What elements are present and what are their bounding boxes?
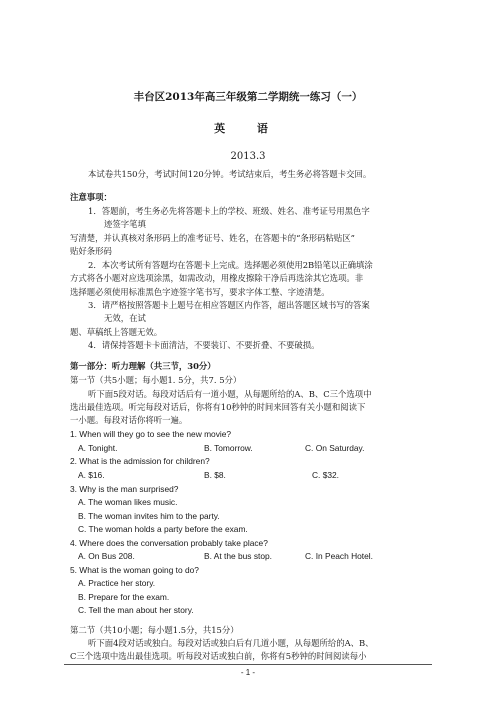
section1-heading: 第一节（共5小题；每小题1. 5分，共7. 5分） xyxy=(70,375,242,385)
option-a: A. $16. xyxy=(78,470,105,480)
section2-instruction: 听下面4段对话或独白。每段对话或独白后有几道小题，从每题所给的A、B、 xyxy=(88,638,374,648)
option-b: B. At the bus stop. xyxy=(204,551,272,561)
notice-line: 4．请保持答题卡卡面清洁，不要装订、不要折叠、不要破损。 xyxy=(88,340,320,350)
option-c: C. On Saturday. xyxy=(305,443,365,453)
option-c: C. In Peach Hotel. xyxy=(305,551,373,561)
question-text: 2. What is the admission for children? xyxy=(70,456,210,466)
notice-line: 3．请严格按照答题卡上题号在相应答题区内作答，超出答题区域书写的答案 xyxy=(88,300,370,310)
section2-heading: 第二节（共10小题；每小题1.5分，共15分） xyxy=(70,625,239,635)
question-text: 1. When will they go to see the new movie? xyxy=(70,429,232,439)
page-number: - 1 - xyxy=(240,668,256,677)
option-c: C. Tell the man about her story. xyxy=(78,605,194,615)
exam-date: 2013.3 xyxy=(230,151,266,162)
footer-divider xyxy=(64,664,432,665)
option-c: C. The woman holds a party before the exam. xyxy=(78,524,248,534)
option-b: B. $8. xyxy=(204,470,226,480)
notice-line: 2．本次考试所有答题均在答题卡上完成。选择题必须使用2B铅笔以正确填涂 xyxy=(88,260,373,270)
section1-instruction: 一小题。每段对话你将听一遍。 xyxy=(70,415,188,425)
question-text: 3. Why is the man surprised? xyxy=(70,484,179,494)
option-a: A. Practice her story. xyxy=(78,578,156,588)
section1-instruction: 听下面5段对话。每段对话后有一道小题，从每题所给的A、B、C三个选项中 xyxy=(88,389,372,399)
subject-title: 英 语 xyxy=(214,122,282,135)
document-title: 丰台区2013年高三年级第二学期统一练习（一） xyxy=(133,91,363,103)
question-text: 4. Where does the conversation probably take place? xyxy=(70,538,268,548)
option-c: C. $32. xyxy=(312,470,340,480)
notice-line: 选择题必须使用标准黑色字迹签字笔书写，要求字体工整、字迹清楚。 xyxy=(70,287,330,297)
option-b: B. Prepare for the exam. xyxy=(78,592,170,602)
option-a: A. Tonight. xyxy=(78,443,118,453)
section1-instruction: 选出最佳选项。听完每段对话后，你将有10秒钟的时间来回答有关小题和阅读下 xyxy=(70,402,366,412)
part1-heading: 第一部分：听力理解（共三节，30分） xyxy=(70,361,216,371)
notice-line: 贴好条形码 xyxy=(70,246,112,256)
notice-line: 方式将各小题对应选项涂黑，如需改动，用橡皮擦除干净后再选涂其它选项。非 xyxy=(70,273,364,283)
option-b: B. The woman invites him to the party. xyxy=(78,511,220,521)
notice-heading: 注意事项： xyxy=(70,192,112,202)
notice-line: 无效，在试 xyxy=(104,313,146,323)
option-a: A. The woman likes music. xyxy=(78,497,178,507)
notice-line: 写清楚，并认真核对条形码上的准考证号、姓名，在答题卡的“条形码粘贴区” xyxy=(70,233,355,243)
section2-instruction: C三个选项中选出最佳选项。听每段对话或独白前，你将有5秒钟的时间阅读每小 xyxy=(70,651,367,661)
option-a: A. On Bus 208. xyxy=(78,551,135,561)
question-text: 5. What is the woman going to do? xyxy=(70,565,199,575)
notice-line: 题、草稿纸上答题无效。 xyxy=(70,327,163,337)
notice-line: 1．答题前，考生务必先将答题卡上的学校、班级、姓名、准考证号用黑色字 xyxy=(88,206,370,216)
notice-line: 迹签字笔填 xyxy=(104,219,146,229)
intro-text: 本试卷共150分，考试时间120分钟。考试结束后，考生务必将答题卡交回。 xyxy=(88,169,372,179)
option-b: B. Tomorrow. xyxy=(204,443,253,453)
